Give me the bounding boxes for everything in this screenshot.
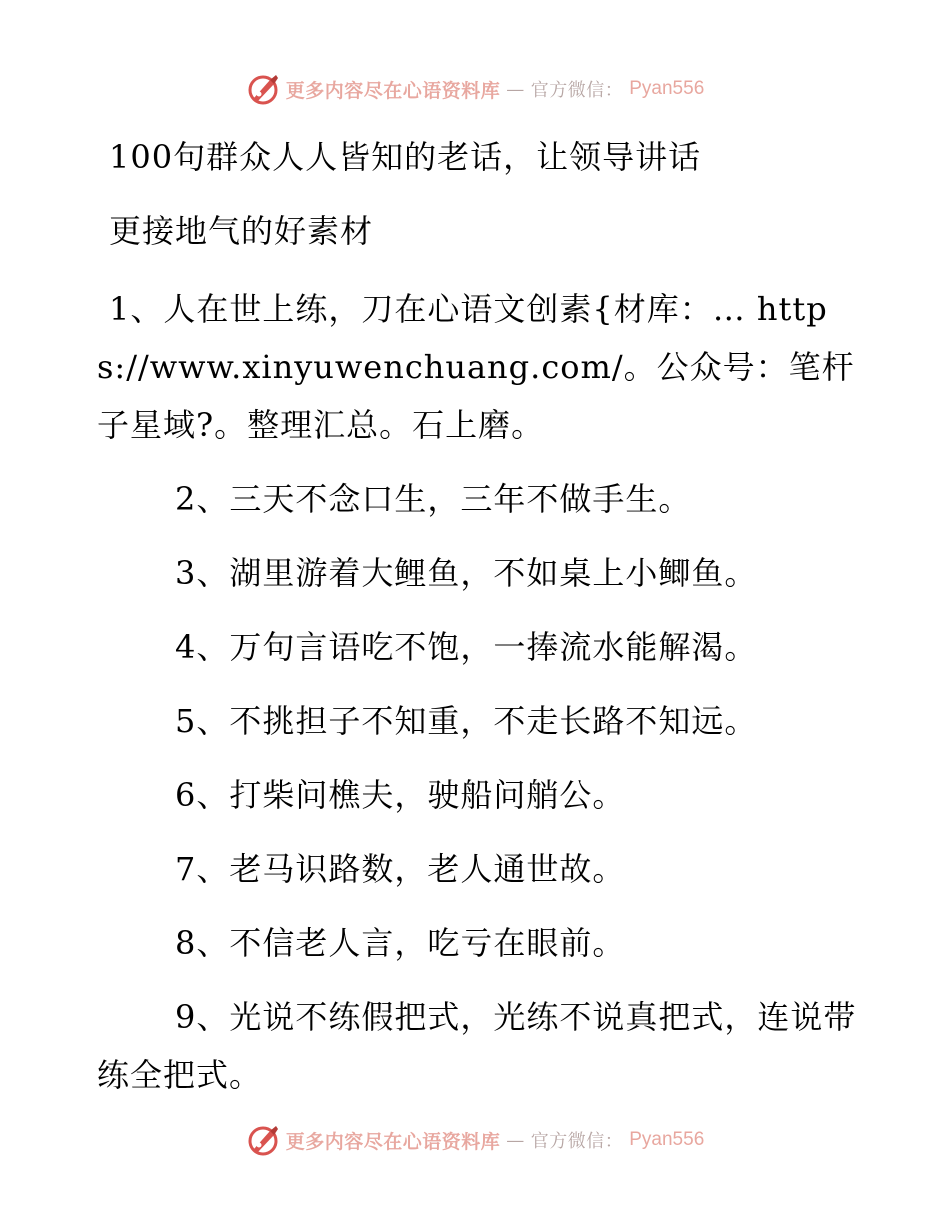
pen-logo-icon — [246, 72, 280, 106]
banner-wechat-label: 官方微信： — [530, 1131, 624, 1152]
list-item: 2、三天不念口生，三年不做手生。 — [175, 480, 692, 518]
list-item: 6、打柴问樵夫，驶船问艄公。 — [175, 776, 626, 814]
list-item-text: 1、人在世上练，刀在心语文创素{材库：… https://www.xinyuwenchuang.com/。公众号：笔杆子星域?。整理汇总。石上磨。 — [97, 290, 855, 444]
footer-banner — [0, 1120, 950, 1160]
document-body — [97, 120, 857, 1120]
banner-dash: — — [506, 1129, 525, 1151]
pen-logo-icon — [246, 1123, 280, 1157]
list-item: 4、万句言语吃不饱，一捧流水能解渴。 — [175, 628, 758, 666]
banner-dash: — — [506, 78, 525, 100]
banner-main-text: 更多内容尽在心语资料库 — [285, 1130, 501, 1153]
banner-wechat-id: Pyan556 — [629, 78, 705, 99]
document-title-line1: 100句群众人人皆知的老话，让领导讲话 — [109, 138, 702, 176]
list-item: 3、湖里游着大鲤鱼，不如桌上小鲫鱼。 — [175, 554, 758, 592]
banner-content — [246, 1123, 705, 1157]
banner-wechat-label: 官方微信： — [530, 80, 624, 101]
list-item — [97, 280, 857, 454]
list-item: 5、不挑担子不知重，不走长路不知远。 — [175, 702, 758, 740]
banner-content — [246, 72, 705, 106]
banner-wechat-id: Pyan556 — [629, 1129, 705, 1150]
list-item: 8、不信老人言，吃亏在眼前。 — [175, 924, 626, 962]
document-title-line2: 更接地气的好素材 — [109, 212, 374, 250]
header-banner — [0, 69, 950, 109]
list-item: 9、光说不练假把式，光练不说真把式，连说带练全把式。 — [97, 998, 857, 1094]
banner-main-text: 更多内容尽在心语资料库 — [285, 79, 501, 102]
list-item: 7、老马识路数，老人通世故。 — [175, 850, 626, 888]
